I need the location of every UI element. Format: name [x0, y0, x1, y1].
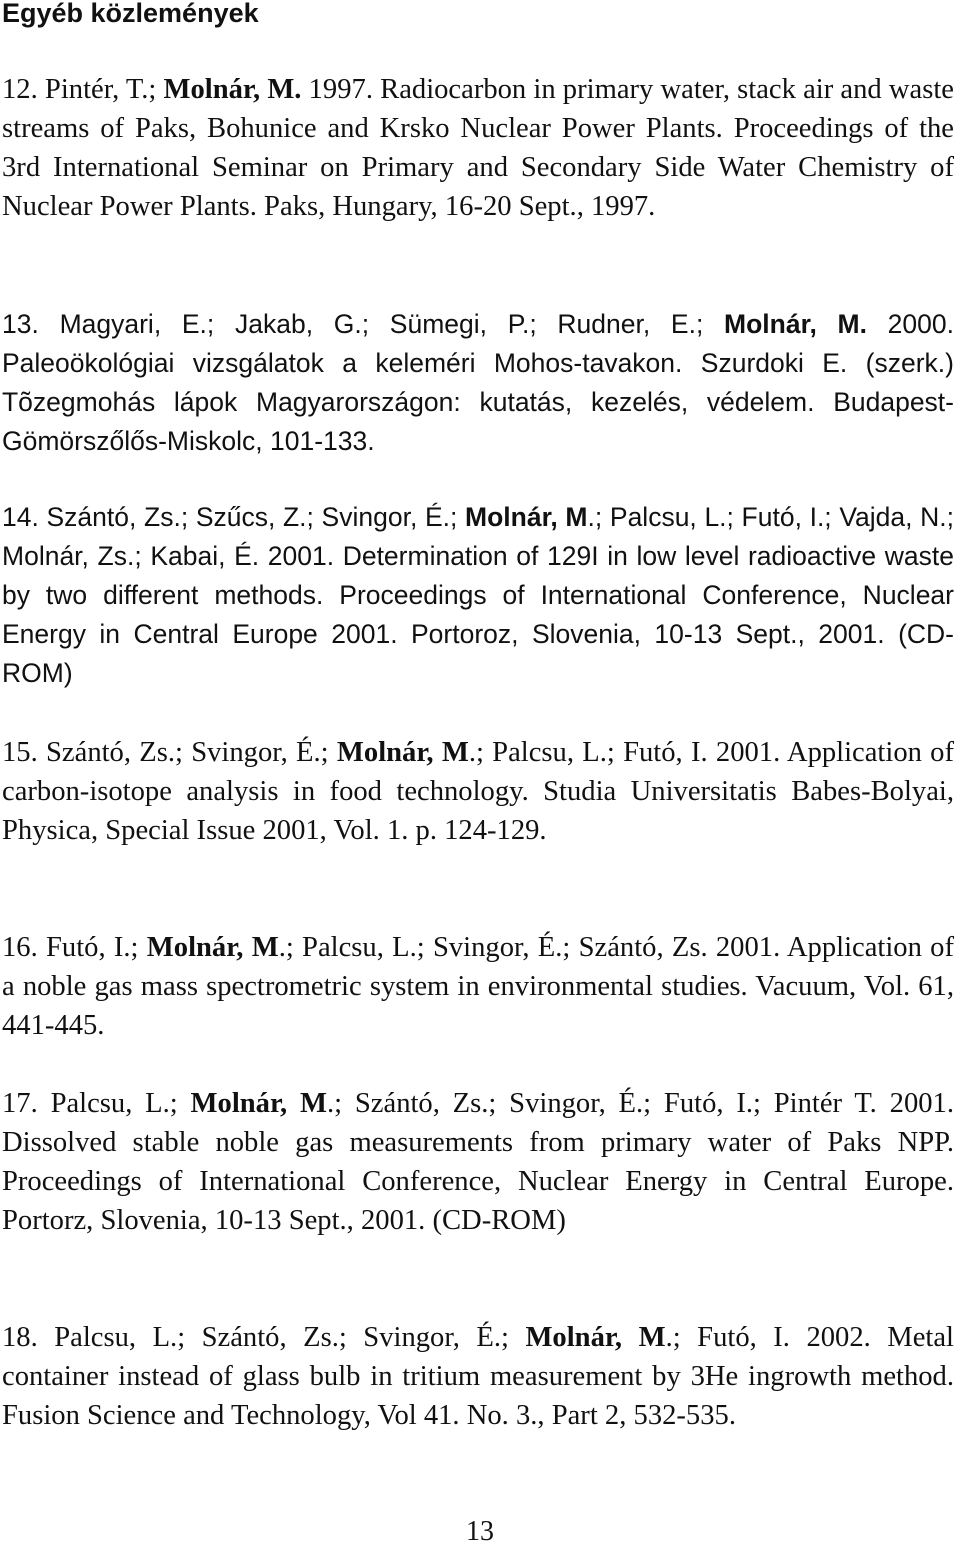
- reference-entry-15: [2, 733, 954, 850]
- entry-number: 17.: [2, 1088, 38, 1119]
- reference-entry-12: [2, 70, 954, 226]
- entry-citation: 1997. Radiocarbon in primary water, stack air and waste streams of Paks, Bohunice and Krsko Nuclear Power Plants. Proceedings of the 3rd International Seminar on Primary and Secondary Side Water Chemistry of Nuclear Power Plants. Paks, Hungary, 16-20 Sept., 1997.: [2, 74, 954, 222]
- entry-number: 16.: [2, 932, 38, 963]
- entry-citation: 2001. Application of a noble gas mass spectrometric system in environmental studies. Vacuum, Vol. 61, 441-445.: [2, 932, 954, 1041]
- highlighted-author: Molnár, M: [465, 502, 588, 532]
- entry-number: 13.: [2, 309, 39, 339]
- entry-authors-rest: [301, 74, 308, 105]
- reference-entry-17: [2, 1084, 954, 1240]
- entry-number: 18.: [2, 1322, 38, 1353]
- highlighted-author: Molnár, M.: [724, 309, 867, 339]
- entry-authors-rest: .; Palcsu, L.; Svingor, É.; Szántó, Zs.: [278, 932, 716, 963]
- highlighted-author: Molnár, M: [525, 1322, 666, 1353]
- entry-authors: Palcsu, L.; Szántó, Zs.; Svingor, É.;: [54, 1322, 526, 1353]
- entry-authors-rest: .; Palcsu, L.; Futó, I.: [468, 737, 716, 768]
- section-title: Egyéb közlemények: [2, 0, 259, 28]
- entry-number: 12.: [2, 74, 38, 105]
- entry-citation: 2002. Metal container instead of glass bulb in tritium measurement by 3He ingrowth method. Fusion Science and Technology, Vol 41. No. 3., Part 2, 532-535.: [2, 1322, 954, 1431]
- entry-authors-rest: .; Szántó, Zs.; Svingor, É.; Futó, I.; Pintér T.: [327, 1088, 890, 1119]
- reference-entry-14: [2, 498, 954, 693]
- entry-citation: 2001. Application of carbon-isotope analysis in food technology. Studia Universitatis Babes-Bolyai, Physica, Special Issue 2001, Vol. 1. p. 124-129.: [2, 737, 955, 846]
- entry-authors: Futó, I.;: [46, 932, 147, 963]
- entry-authors-rest: .; Futó, I.: [665, 1322, 807, 1353]
- highlighted-author: Molnár, M: [336, 737, 469, 768]
- entry-authors: Szántó, Zs.; Szűcs, Z.; Svingor, É.;: [46, 502, 466, 532]
- entry-number: 15.: [2, 737, 38, 768]
- entry-citation: 2001. Dissolved stable noble gas measurements from primary water of Paks NPP. Proceedings of International Conference, Nuclear Energy in Central Europe. Portorz, Slovenia, 10-13 Sept., 2001. (CD-ROM): [2, 1088, 954, 1236]
- page-number: 13: [466, 1516, 494, 1547]
- highlighted-author: Molnár, M: [190, 1088, 327, 1119]
- entry-authors-rest: .; Palcsu, L.; Futó, I.; Vajda, N.; Molnár, Zs.; Kabai, É.: [2, 502, 955, 571]
- entry-authors: Szántó, Zs.; Svingor, É.;: [46, 737, 337, 768]
- reference-entry-18: [2, 1318, 954, 1435]
- entry-authors: Pintér, T.;: [44, 74, 164, 105]
- entry-authors: Magyari, E.; Jakab, G.; Sümegi, P.; Rudner, E.;: [59, 309, 725, 339]
- entry-authors: Palcsu, L.;: [50, 1088, 191, 1119]
- highlighted-author: Molnár, M: [146, 932, 279, 963]
- entry-number: 14.: [2, 502, 39, 532]
- entry-authors-rest: [867, 309, 888, 339]
- reference-entry-16: [2, 928, 954, 1045]
- entry-citation: 2000. Paleoökológiai vizsgálatok a keleméri Mohos-tavakon. Szurdoki E. (szerk.) Tõzegmohás lápok Magyarországon: kutatás, kezelés, védelem. Budapest-Gömörszőlős-Miskolc, 101-133.: [2, 309, 954, 456]
- reference-entry-13: [2, 305, 954, 461]
- highlighted-author: Molnár, M.: [163, 74, 302, 105]
- entry-citation: 2001. Determination of 129I in low level radioactive waste by two different methods. Proceedings of International Conference, Nuclear Energy in Central Europe 2001. Portoroz, Slovenia, 10-13 Sept., 2001. (CD-ROM): [2, 541, 954, 688]
